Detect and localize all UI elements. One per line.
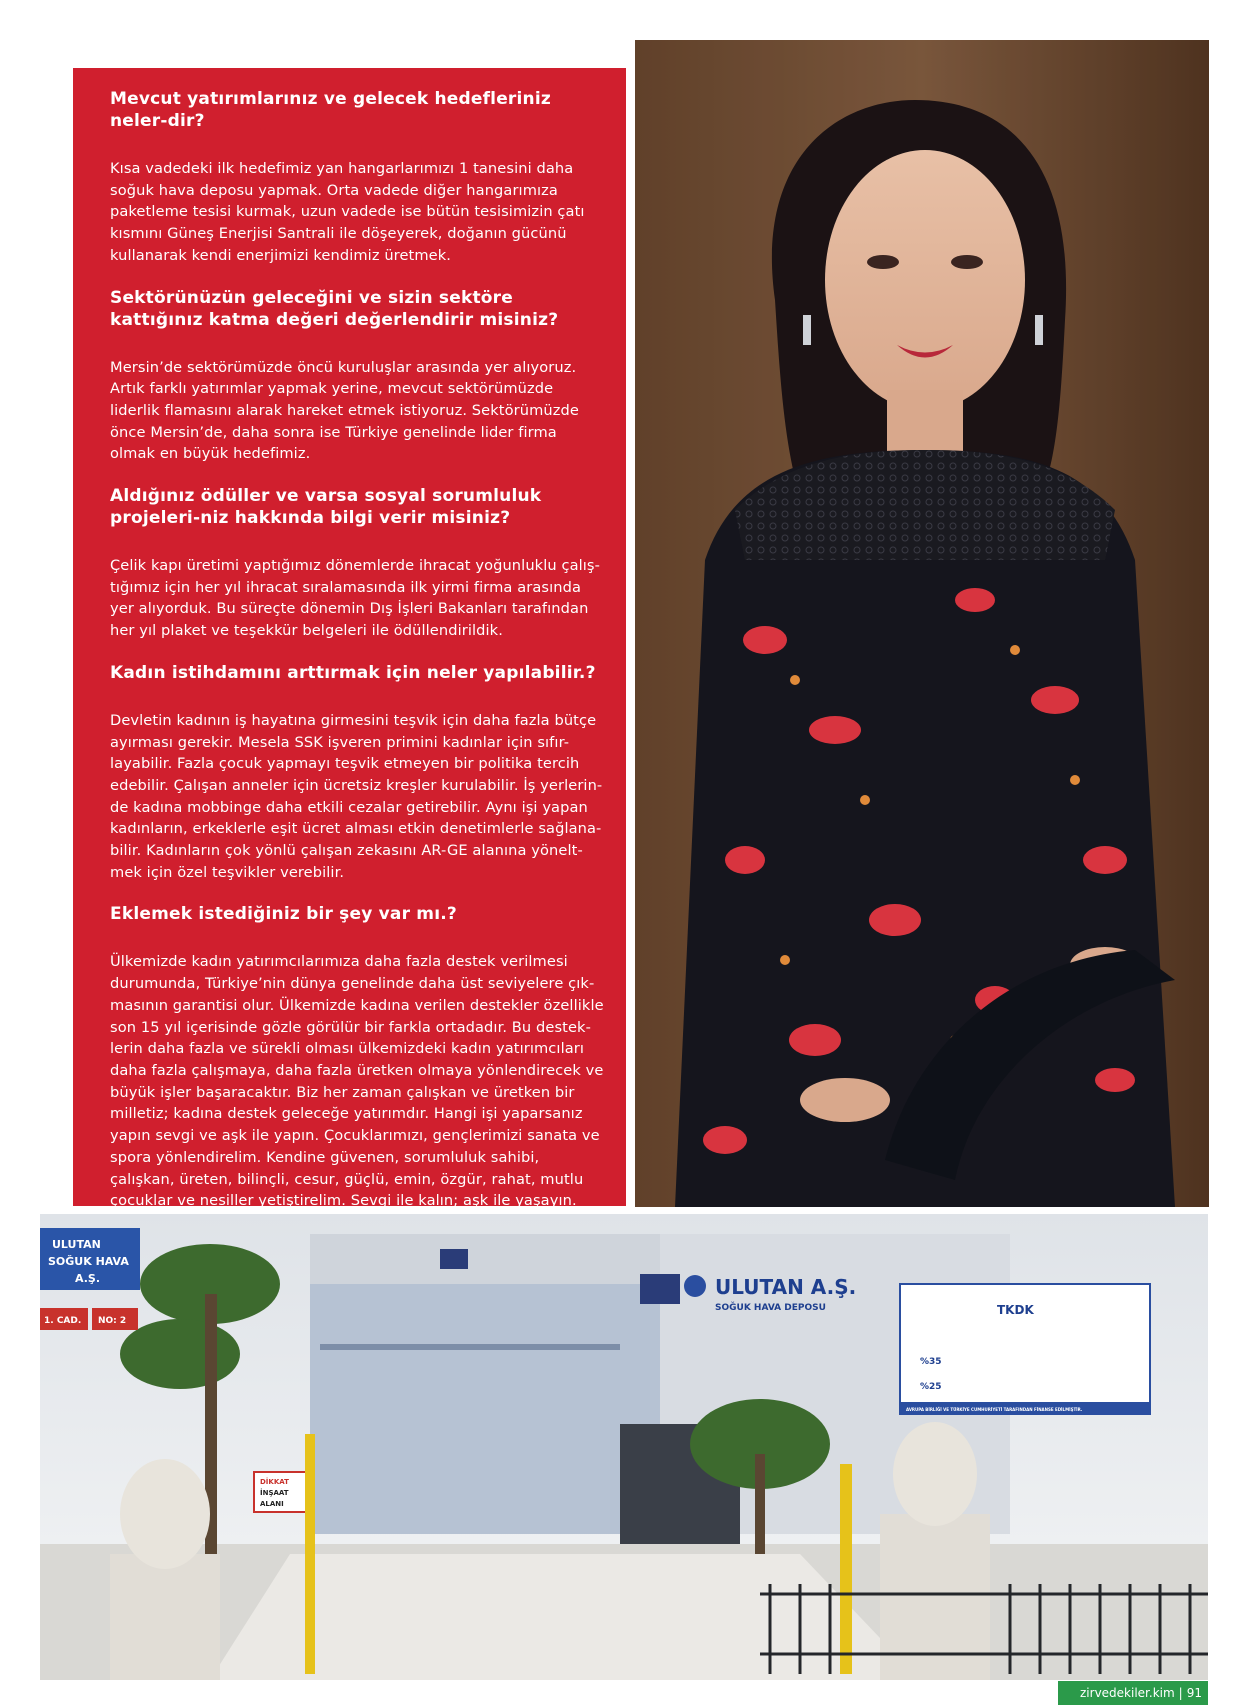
street-sign-line: ULUTAN	[52, 1238, 101, 1251]
question-heading: Mevcut yatırımlarınız ve gelecek hedefleriniz neler-dir?	[110, 89, 551, 131]
warning-sign-line: ALANI	[260, 1500, 284, 1508]
building-photo	[40, 1214, 1208, 1680]
answer-paragraph: Mersin’de sektörümüzde öncü kuruluşlar arasında yer alıyoruz. Artık farklı yatırımlar yapmak yerine, mevcut sektörümüzde liderlik flamasını alarak hareket etmek istiyoruz. Sektörümüzde önce Mersin’de, daha sonra ise Türkiye genelinde lider firma olmak en büyük hedefimiz.	[110, 358, 579, 463]
answer-paragraph: Çelik kapı üretimi yaptığımız dönemlerde ihracat yoğunluklu çalış-tığımız için her yıl ihracat sıralamasında ilk yirmi firma arasında yer alıyorduk. Bu süreçte dönemin Dış İşleri Bakanları tarafından her yıl plaket ve teşekkür belgeleri ile ödüllendirildik.	[110, 557, 601, 640]
page-number: 91	[1186, 1686, 1202, 1700]
footer-site: zirvedekiler.kim	[1080, 1686, 1175, 1700]
interview-text-box	[73, 68, 626, 1210]
street-address-text: 1. CAD.	[44, 1316, 82, 1326]
question-heading: Sektörünüzün geleceğini ve sizin sektöre kattığınız katma değeri değerlendirir misiniz?	[110, 287, 559, 330]
question-heading: Eklemek istediğiniz bir şey var mı.?	[110, 904, 457, 925]
street-sign-line: A.Ş.	[75, 1272, 100, 1285]
street-number-text: NO: 2	[98, 1316, 127, 1326]
answer-paragraph: Devletin kadının iş hayatına girmesini teşvik için daha fazla bütçe ayırması gerekir. Mesela SSK işveren primini kadınlar için sıfır-layabilir. Fazla çocuk yapmayı teşvik etmeyen bir politika tercih edebilir. Çalışan anneler için ücretsiz kreşler kurulabilir. İş yerlerin-de kadına mobbinge daha etkili cezalar getirebilir. Aynı işi yapan kadınların, erkeklerle eşit ücret alması etkin denetimlerle sağlana-bilir. Kadınların çok yönlü çalışan zekasını AR-GE alanına yönelt-mek için özel teşvikler verebilir.	[110, 711, 603, 881]
billboard-agency-text: TKDK	[997, 1303, 1034, 1317]
question-heading: Aldığınız ödüller ve varsa sosyal sorumluluk projeleri-niz hakkında bilgi verir misiniz?	[110, 486, 542, 529]
billboard-rate-text: %35	[920, 1357, 942, 1367]
building-subtitle-text: SOĞUK HAVA DEPOSU	[715, 1303, 826, 1313]
building-logo-text: ULUTAN A.Ş.	[715, 1275, 857, 1299]
answer-paragraph: Kısa vadedeki ilk hedefimiz yan hangarlarımızı 1 tanesini daha soğuk hava deposu yapmak. Orta vadede diğer hangarımıza paketleme tesisi kurmak, uzun vadede ise bütün tesisimizin çatı kısmını Güneş Enerjisi Santrali ile döşeyerek, doğanın gücünü kullanarak kendi enerjimizi kendimiz üretmek.	[110, 160, 585, 264]
footer-separator: |	[1178, 1686, 1183, 1700]
billboard-rate-text: %25	[920, 1382, 942, 1392]
warning-sign-line: İNŞAAT	[260, 1489, 289, 1497]
street-sign-line: SOĞUK HAVA	[48, 1255, 129, 1268]
page-footer	[1058, 1681, 1208, 1705]
answer-paragraph: Ülkemizde kadın yatırımcılarımıza daha fazla destek verilmesi durumunda, Türkiye’nin dünya genelinde daha üst seviyelere çık-masının garantisi olur. Ülkemizde kadına verilen destekler özellikle son 15 yıl içerisinde gözle görülür bir farkla ortadadır. Bu destek-lerin daha fazla ve sürekli olması ülkemizdeki kadın yatırımcıları daha fazla çalışmaya, daha fazla üretken olmaya yönlendirecek ve büyük işler başaracaktır. Biz her zaman çalışkan ve üretken bir milletiz; kadına destek geleceğe yatırımdır. Hangi işi yaparsanız yapın sevgi ve aşk ile yapın. Çocuklarımızı, gençlerimizi sanata ve spora yönlendirelim. Kendine güvenen, sorumluluk sahibi, çalışkan, üreten, bilinçli, cesur, güçlü, emin, özgür, rahat, mutlu çocuklar ve nesiller yetiştirelim. Sevgi ile kalın; aşk ile yaşayın.	[110, 953, 604, 1210]
question-heading: Kadın istihdamını arttırmak için neler yapılabilir.?	[110, 662, 596, 683]
billboard-footer-text: AVRUPA BİRLİĞİ VE TÜRKİYE CUMHURİYETİ TARAFINDAN FİNANSE EDİLMİŞTİR.	[906, 1407, 1083, 1412]
warning-sign-line: DİKKAT	[260, 1478, 289, 1486]
portrait-photo	[635, 40, 1209, 1207]
